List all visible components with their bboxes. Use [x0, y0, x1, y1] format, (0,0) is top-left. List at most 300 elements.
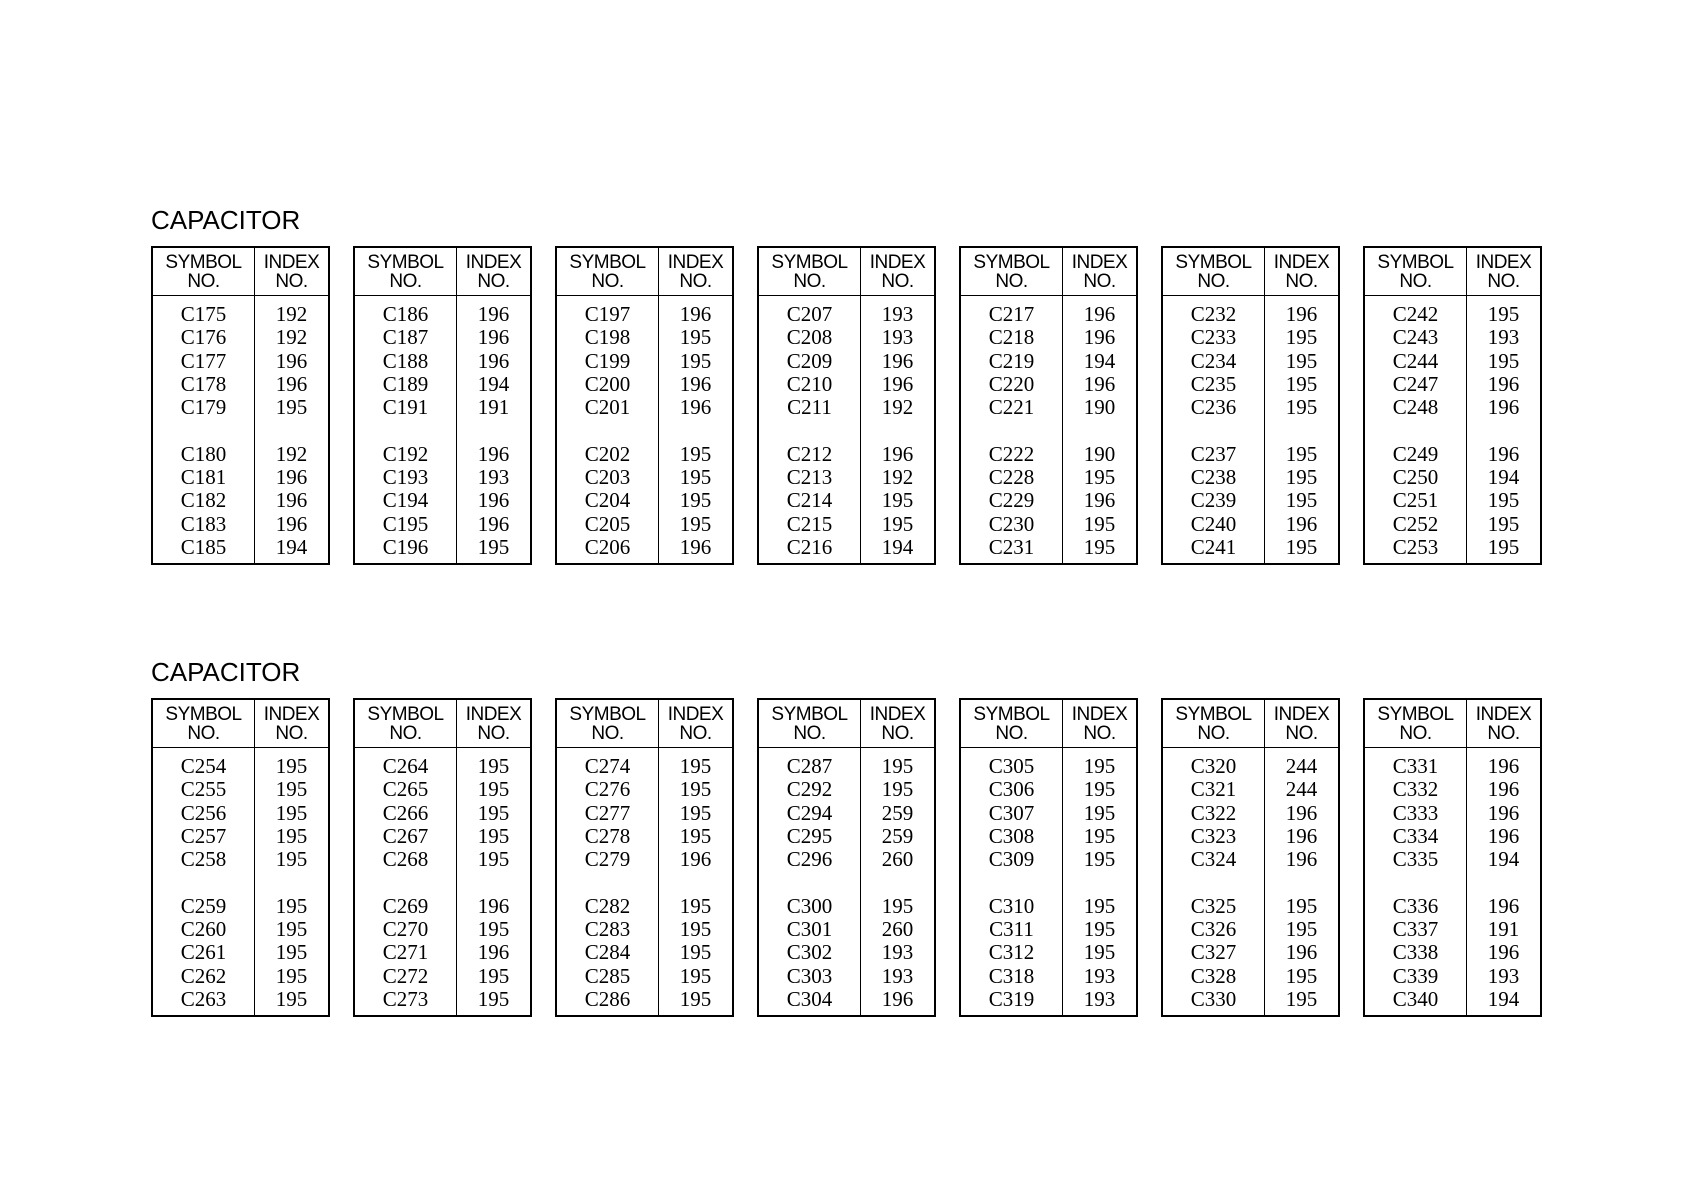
- header-line: INDEX: [465, 703, 522, 725]
- symbol-no-cell: C340: [1392, 986, 1439, 1011]
- index-no-cell: 192: [275, 325, 308, 350]
- header-line: SYMBOL: [771, 251, 848, 273]
- index-no-cell: 191: [1487, 917, 1520, 942]
- capacitor-section-2: [151, 657, 1542, 1017]
- index-no-cell: 194: [1487, 465, 1520, 490]
- symbol-no-header: [153, 700, 255, 747]
- capacitor-section-1: [151, 205, 1542, 565]
- index-no-cell: 195: [679, 488, 712, 513]
- symbol-no-cell: C323: [1190, 823, 1237, 848]
- table-header: [759, 248, 934, 296]
- header-line: SYMBOL: [771, 703, 848, 725]
- symbol-no-cell: C267: [382, 823, 429, 848]
- header-line: INDEX: [465, 251, 522, 273]
- header-line: NO.: [389, 722, 422, 744]
- symbol-no-cell: C256: [180, 800, 227, 825]
- capacitor-table: [353, 698, 532, 1017]
- index-no-cell: 195: [881, 488, 914, 513]
- index-no-header: [1467, 248, 1540, 295]
- index-no-cell: 195: [275, 777, 308, 802]
- header-line: INDEX: [869, 703, 926, 725]
- table-header: [1163, 700, 1338, 748]
- index-no-cell: 196: [679, 371, 712, 396]
- symbol-no-cell: C271: [382, 940, 429, 965]
- symbol-no-header: [759, 248, 861, 295]
- index-no-cell: 194: [477, 371, 510, 396]
- index-no-cell: 196: [477, 348, 510, 373]
- header-line: INDEX: [1071, 251, 1128, 273]
- index-no-cell: 194: [1487, 986, 1520, 1011]
- capacitor-table: [757, 246, 936, 565]
- symbol-no-cell: C282: [584, 893, 631, 918]
- symbol-no-cell: C260: [180, 917, 227, 942]
- index-no-cell: 193: [881, 325, 914, 350]
- index-no-cell: 195: [679, 348, 712, 373]
- symbol-column: [1163, 748, 1265, 1015]
- symbol-no-cell: C182: [180, 488, 227, 513]
- index-no-header: [1467, 700, 1540, 747]
- table-body: [557, 296, 732, 563]
- header-line: INDEX: [1475, 251, 1532, 273]
- index-no-header: [659, 248, 732, 295]
- symbol-no-cell: C332: [1392, 777, 1439, 802]
- symbol-no-cell: C253: [1392, 534, 1439, 559]
- symbol-no-cell: C251: [1392, 488, 1439, 513]
- index-no-cell: 192: [275, 441, 308, 466]
- index-no-cell: 196: [477, 940, 510, 965]
- symbol-no-cell: C177: [180, 348, 227, 373]
- header-line: SYMBOL: [973, 703, 1050, 725]
- symbol-no-cell: C294: [786, 800, 833, 825]
- symbol-column: [1365, 296, 1467, 563]
- table-body: [1163, 748, 1338, 1015]
- symbol-no-cell: C337: [1392, 917, 1439, 942]
- table-header: [1365, 700, 1540, 748]
- header-line: NO.: [1487, 722, 1520, 744]
- index-no-cell: 195: [1285, 534, 1318, 559]
- symbol-no-cell: C261: [180, 940, 227, 965]
- table-header: [961, 248, 1136, 296]
- symbol-no-cell: C255: [180, 777, 227, 802]
- index-no-header: [861, 248, 934, 295]
- symbol-no-cell: C217: [988, 302, 1035, 326]
- symbol-column: [153, 748, 255, 1015]
- table-row: [151, 698, 1542, 1017]
- index-no-cell: 195: [1285, 893, 1318, 918]
- index-no-cell: 194: [1487, 847, 1520, 872]
- symbol-no-cell: C333: [1392, 800, 1439, 825]
- index-column: [1265, 296, 1338, 563]
- index-no-cell: 196: [275, 465, 308, 490]
- symbol-no-cell: C240: [1190, 511, 1237, 536]
- symbol-no-header: [557, 248, 659, 295]
- index-no-cell: 195: [679, 893, 712, 918]
- symbol-no-cell: C305: [988, 754, 1035, 778]
- index-no-cell: 195: [275, 986, 308, 1011]
- index-no-cell: 195: [679, 441, 712, 466]
- index-no-cell: 196: [477, 893, 510, 918]
- index-no-cell: 195: [1487, 511, 1520, 536]
- capacitor-table: [1363, 246, 1542, 565]
- index-no-cell: 195: [1083, 800, 1116, 825]
- table-body: [355, 748, 530, 1015]
- symbol-no-cell: C243: [1392, 325, 1439, 350]
- header-line: SYMBOL: [367, 251, 444, 273]
- symbol-no-cell: C334: [1392, 823, 1439, 848]
- index-no-cell: 196: [477, 488, 510, 513]
- symbol-no-cell: C336: [1392, 893, 1439, 918]
- header-line: NO.: [591, 722, 624, 744]
- section-title: CAPACITOR: [151, 657, 301, 687]
- symbol-column: [1163, 296, 1265, 563]
- table-body: [1365, 296, 1540, 563]
- symbol-no-cell: C311: [989, 917, 1034, 942]
- symbol-no-header: [1365, 700, 1467, 747]
- index-no-cell: 193: [1083, 986, 1116, 1011]
- index-no-cell: 195: [1285, 395, 1318, 420]
- header-line: INDEX: [1273, 251, 1330, 273]
- symbol-no-cell: C198: [584, 325, 631, 350]
- symbol-no-cell: C321: [1190, 777, 1237, 802]
- index-no-cell: 195: [679, 963, 712, 988]
- symbol-no-cell: C220: [988, 371, 1035, 396]
- index-no-header: [659, 700, 732, 747]
- symbol-no-cell: C307: [988, 800, 1035, 825]
- symbol-no-cell: C300: [786, 893, 833, 918]
- index-column: [457, 296, 530, 563]
- symbol-no-cell: C194: [382, 488, 429, 513]
- index-no-cell: 195: [679, 986, 712, 1011]
- header-line: SYMBOL: [165, 251, 242, 273]
- index-no-cell: 195: [1083, 754, 1116, 778]
- symbol-no-cell: C263: [180, 986, 227, 1011]
- symbol-no-cell: C320: [1190, 754, 1237, 778]
- index-column: [1467, 296, 1540, 563]
- header-line: NO.: [275, 270, 308, 292]
- header-line: NO.: [477, 270, 510, 292]
- header-line: NO.: [1399, 270, 1432, 292]
- index-no-cell: 260: [881, 847, 914, 872]
- symbol-no-cell: C269: [382, 893, 429, 918]
- index-no-cell: 193: [1487, 325, 1520, 350]
- index-no-header: [1063, 700, 1136, 747]
- index-no-cell: 196: [1487, 441, 1520, 466]
- symbol-no-cell: C268: [382, 847, 429, 872]
- header-line: SYMBOL: [1377, 251, 1454, 273]
- symbol-no-cell: C175: [180, 302, 227, 326]
- symbol-no-cell: C231: [988, 534, 1035, 559]
- symbol-no-cell: C210: [786, 371, 833, 396]
- index-no-cell: 195: [1285, 325, 1318, 350]
- index-no-header: [255, 248, 328, 295]
- symbol-no-cell: C188: [382, 348, 429, 373]
- index-no-cell: 196: [477, 441, 510, 466]
- index-no-cell: 195: [1285, 465, 1318, 490]
- symbol-column: [759, 296, 861, 563]
- index-no-cell: 196: [1487, 823, 1520, 848]
- symbol-no-cell: C187: [382, 325, 429, 350]
- index-no-cell: 196: [1285, 302, 1318, 326]
- index-no-cell: 195: [477, 800, 510, 825]
- symbol-no-cell: C249: [1392, 441, 1439, 466]
- index-no-cell: 194: [275, 534, 308, 559]
- table-body: [1365, 748, 1540, 1015]
- symbol-no-header: [557, 700, 659, 747]
- index-no-cell: 196: [1083, 302, 1116, 326]
- header-line: NO.: [591, 270, 624, 292]
- index-no-cell: 195: [679, 777, 712, 802]
- capacitor-table: [555, 246, 734, 565]
- symbol-no-cell: C196: [382, 534, 429, 559]
- symbol-no-cell: C222: [988, 441, 1035, 466]
- symbol-no-cell: C234: [1190, 348, 1237, 373]
- symbol-no-cell: C207: [786, 302, 833, 326]
- table-body: [557, 748, 732, 1015]
- index-no-cell: 195: [1285, 963, 1318, 988]
- index-column: [659, 748, 732, 1015]
- index-no-cell: 195: [881, 754, 914, 778]
- index-no-cell: 193: [1487, 963, 1520, 988]
- header-line: NO.: [1083, 722, 1116, 744]
- index-no-cell: 196: [679, 395, 712, 420]
- symbol-no-cell: C272: [382, 963, 429, 988]
- index-no-cell: 195: [1083, 465, 1116, 490]
- symbol-no-cell: C180: [180, 441, 227, 466]
- header-line: INDEX: [263, 251, 320, 273]
- symbol-no-cell: C262: [180, 963, 227, 988]
- index-no-cell: 195: [1487, 348, 1520, 373]
- table-header: [1365, 248, 1540, 296]
- symbol-no-cell: C204: [584, 488, 631, 513]
- symbol-no-cell: C324: [1190, 847, 1237, 872]
- symbol-no-cell: C195: [382, 511, 429, 536]
- index-no-cell: 196: [679, 302, 712, 326]
- header-line: INDEX: [1273, 703, 1330, 725]
- index-no-cell: 193: [1083, 963, 1116, 988]
- index-no-cell: 196: [275, 488, 308, 513]
- symbol-no-cell: C202: [584, 441, 631, 466]
- symbol-no-cell: C186: [382, 302, 429, 326]
- symbol-no-cell: C200: [584, 371, 631, 396]
- index-no-cell: 196: [1487, 893, 1520, 918]
- index-column: [255, 748, 328, 1015]
- index-no-cell: 195: [679, 823, 712, 848]
- index-no-cell: 195: [275, 754, 308, 778]
- symbol-no-cell: C328: [1190, 963, 1237, 988]
- symbol-no-cell: C185: [180, 534, 227, 559]
- symbol-no-cell: C335: [1392, 847, 1439, 872]
- symbol-no-cell: C318: [988, 963, 1035, 988]
- index-column: [1265, 748, 1338, 1015]
- index-no-cell: 195: [679, 465, 712, 490]
- header-line: NO.: [995, 722, 1028, 744]
- symbol-no-cell: C309: [988, 847, 1035, 872]
- index-no-cell: 195: [477, 754, 510, 778]
- header-line: NO.: [187, 270, 220, 292]
- table-body: [153, 296, 328, 563]
- symbol-no-cell: C209: [786, 348, 833, 373]
- header-line: INDEX: [667, 703, 724, 725]
- symbol-no-header: [1365, 248, 1467, 295]
- index-no-cell: 196: [1285, 940, 1318, 965]
- index-no-cell: 193: [477, 465, 510, 490]
- symbol-no-cell: C266: [382, 800, 429, 825]
- index-no-cell: 196: [1083, 325, 1116, 350]
- symbol-no-cell: C339: [1392, 963, 1439, 988]
- header-line: NO.: [1083, 270, 1116, 292]
- index-no-cell: 196: [1285, 847, 1318, 872]
- index-no-cell: 191: [477, 395, 510, 420]
- capacitor-table: [151, 698, 330, 1017]
- index-no-cell: 196: [881, 371, 914, 396]
- symbol-no-cell: C201: [584, 395, 631, 420]
- header-line: INDEX: [869, 251, 926, 273]
- symbol-no-cell: C235: [1190, 371, 1237, 396]
- table-body: [153, 748, 328, 1015]
- index-no-cell: 192: [881, 465, 914, 490]
- index-no-cell: 196: [1487, 777, 1520, 802]
- header-line: NO.: [187, 722, 220, 744]
- symbol-no-cell: C181: [180, 465, 227, 490]
- index-no-cell: 195: [1487, 302, 1520, 326]
- header-line: NO.: [1197, 722, 1230, 744]
- index-no-cell: 195: [275, 893, 308, 918]
- header-line: SYMBOL: [1377, 703, 1454, 725]
- index-no-header: [1265, 700, 1338, 747]
- header-line: INDEX: [1475, 703, 1532, 725]
- symbol-no-header: [355, 700, 457, 747]
- symbol-no-cell: C206: [584, 534, 631, 559]
- header-line: NO.: [477, 722, 510, 744]
- index-no-cell: 195: [477, 963, 510, 988]
- symbol-column: [1365, 748, 1467, 1015]
- symbol-no-cell: C247: [1392, 371, 1439, 396]
- header-line: NO.: [1399, 722, 1432, 744]
- index-no-cell: 193: [881, 940, 914, 965]
- symbol-no-header: [1163, 700, 1265, 747]
- symbol-no-cell: C325: [1190, 893, 1237, 918]
- symbol-column: [355, 296, 457, 563]
- index-no-cell: 195: [1285, 986, 1318, 1011]
- symbol-column: [961, 748, 1063, 1015]
- symbol-no-cell: C179: [180, 395, 227, 420]
- index-no-cell: 190: [1083, 441, 1116, 466]
- symbol-column: [557, 748, 659, 1015]
- symbol-no-cell: C176: [180, 325, 227, 350]
- table-header: [355, 700, 530, 748]
- table-body: [1163, 296, 1338, 563]
- index-column: [659, 296, 732, 563]
- symbol-no-cell: C292: [786, 777, 833, 802]
- index-no-cell: 196: [679, 534, 712, 559]
- index-no-cell: 259: [881, 823, 914, 848]
- header-line: INDEX: [667, 251, 724, 273]
- index-no-cell: 195: [477, 986, 510, 1011]
- index-no-cell: 196: [477, 325, 510, 350]
- index-no-cell: 195: [275, 823, 308, 848]
- index-no-cell: 195: [881, 893, 914, 918]
- index-no-cell: 190: [1083, 395, 1116, 420]
- symbol-no-cell: C302: [786, 940, 833, 965]
- symbol-no-cell: C221: [988, 395, 1035, 420]
- index-no-cell: 195: [881, 511, 914, 536]
- header-line: NO.: [1285, 270, 1318, 292]
- index-no-cell: 195: [679, 800, 712, 825]
- symbol-no-cell: C193: [382, 465, 429, 490]
- index-no-cell: 259: [881, 800, 914, 825]
- symbol-no-cell: C327: [1190, 940, 1237, 965]
- symbol-no-header: [961, 248, 1063, 295]
- capacitor-table: [1161, 246, 1340, 565]
- symbol-no-cell: C338: [1392, 940, 1439, 965]
- index-no-cell: 195: [275, 847, 308, 872]
- header-line: NO.: [793, 722, 826, 744]
- index-no-cell: 196: [679, 847, 712, 872]
- symbol-no-cell: C205: [584, 511, 631, 536]
- index-no-cell: 195: [1487, 534, 1520, 559]
- symbol-no-cell: C228: [988, 465, 1035, 490]
- index-no-cell: 195: [1083, 511, 1116, 536]
- symbol-no-cell: C308: [988, 823, 1035, 848]
- header-line: NO.: [679, 270, 712, 292]
- table-body: [759, 748, 934, 1015]
- index-no-cell: 193: [881, 963, 914, 988]
- symbol-no-cell: C212: [786, 441, 833, 466]
- symbol-no-cell: C229: [988, 488, 1035, 513]
- symbol-no-cell: C211: [787, 395, 832, 420]
- index-no-cell: 196: [1487, 371, 1520, 396]
- index-no-cell: 196: [1285, 823, 1318, 848]
- index-no-cell: 196: [881, 348, 914, 373]
- symbol-no-cell: C304: [786, 986, 833, 1011]
- header-line: SYMBOL: [569, 703, 646, 725]
- capacitor-table: [757, 698, 936, 1017]
- symbol-no-cell: C178: [180, 371, 227, 396]
- index-no-cell: 194: [881, 534, 914, 559]
- index-no-cell: 195: [1285, 371, 1318, 396]
- symbol-no-cell: C303: [786, 963, 833, 988]
- index-no-cell: 196: [1487, 395, 1520, 420]
- index-no-cell: 195: [1487, 488, 1520, 513]
- index-no-cell: 195: [275, 800, 308, 825]
- index-no-cell: 194: [1083, 348, 1116, 373]
- header-line: NO.: [881, 722, 914, 744]
- index-no-header: [255, 700, 328, 747]
- symbol-no-cell: C216: [786, 534, 833, 559]
- header-line: SYMBOL: [569, 251, 646, 273]
- index-no-cell: 196: [881, 986, 914, 1011]
- symbol-no-cell: C273: [382, 986, 429, 1011]
- index-no-cell: 195: [477, 534, 510, 559]
- index-no-cell: 195: [679, 917, 712, 942]
- index-column: [255, 296, 328, 563]
- index-no-header: [457, 700, 530, 747]
- index-no-cell: 195: [275, 395, 308, 420]
- index-column: [861, 748, 934, 1015]
- index-no-header: [1265, 248, 1338, 295]
- symbol-no-cell: C310: [988, 893, 1035, 918]
- index-no-cell: 195: [275, 963, 308, 988]
- index-no-cell: 195: [275, 940, 308, 965]
- index-no-cell: 196: [1487, 754, 1520, 778]
- symbol-no-cell: C286: [584, 986, 631, 1011]
- index-no-cell: 195: [275, 917, 308, 942]
- symbol-no-cell: C213: [786, 465, 833, 490]
- symbol-no-cell: C284: [584, 940, 631, 965]
- table-body: [961, 296, 1136, 563]
- header-line: NO.: [389, 270, 422, 292]
- symbol-no-cell: C192: [382, 441, 429, 466]
